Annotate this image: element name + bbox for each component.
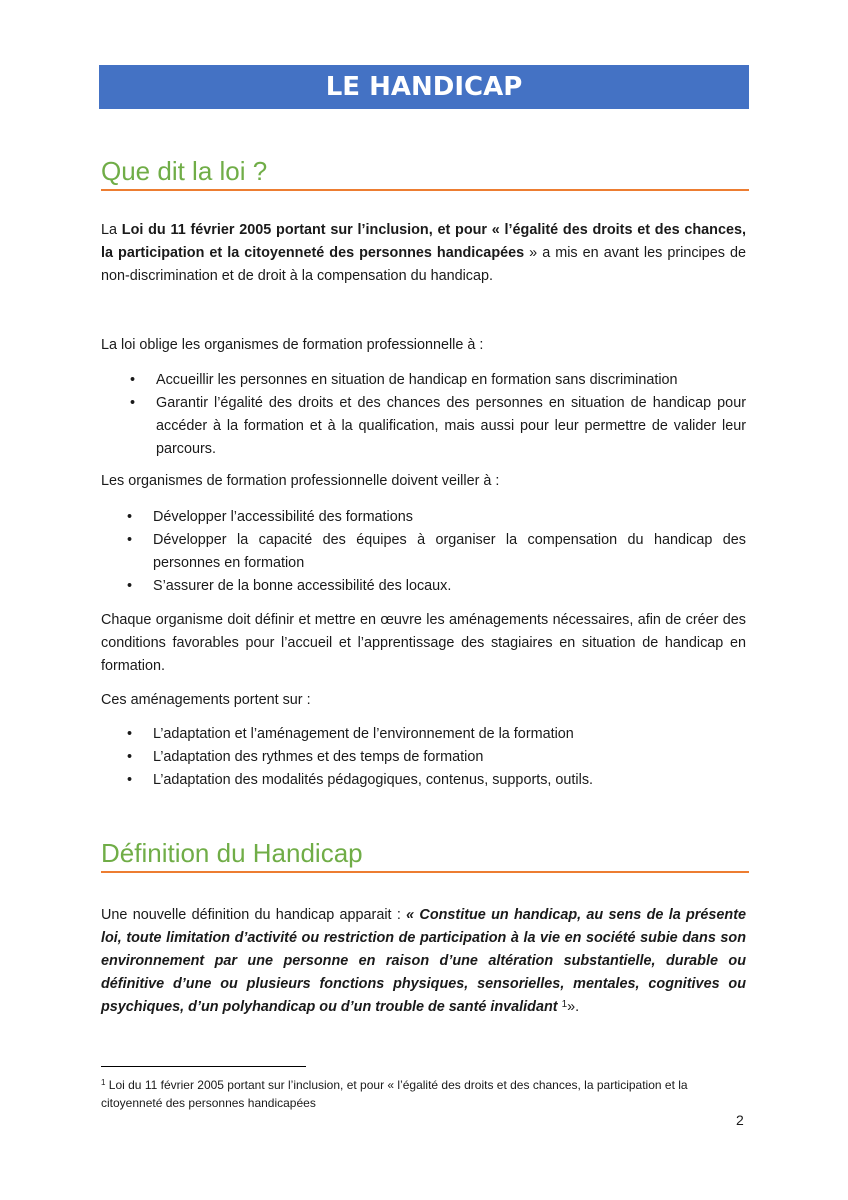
bullet-icon: • [127,509,133,525]
list-item [101,723,746,746]
list-item [101,746,746,769]
law-title: Loi du 11 février 2005 portant sur l’inclusion, et pour « l’égalité des droits et des chances, la participation et la citoyenneté des personnes handicapées [101,222,746,261]
footnote-separator [101,1066,306,1067]
bullet-icon: • [127,578,133,594]
list-item-text: L’adaptation des modalités pédagogiques, contenus, supports, outils. [153,772,594,788]
definition-quote: « Constitue un handicap, au sens de la présente loi, toute limitation d’activité ou restriction de participation à la vie en société subie dans son environnement par une personne en raison d’une altération substantielle, durable ou définitive d’une ou plusieurs fonctions physiques, sensorielles, mentales, cognitives ou psychiques, d’un polyhandicap ou d’un trouble de santé invalidant [101,907,746,1015]
bullet-icon: • [130,395,136,411]
list-item-text: Développer l’accessibilité des formations [153,509,413,525]
intro-paragraph [101,219,746,288]
intro-post: » a mis en avant les principes de non-discrimination et de droit à la compensation du handicap. [101,245,746,284]
obligation-intro: La loi oblige les organismes de formation professionnelle à : [101,337,484,353]
chaque-paragraph: Chaque organisme doit définir et mettre en œuvre les aménagements nécessaires, afin de créer des conditions favorables pour l’accueil et l’apprentissage des stagiaires en situation de handicap en formation. [101,612,746,674]
title-banner [99,65,749,109]
list-item [101,369,746,392]
list-item-text: Développer la capacité des équipes à organiser la compensation du handicap des personnes en formation [153,532,746,571]
definition-lead: Une nouvelle définition du handicap apparait : [101,907,407,923]
footnote-text: Loi du 11 février 2005 portant sur l’inclusion, et pour « l’égalité des droits et des chances, la participation et la citoyenneté des personnes handicapées [101,1078,688,1110]
page-title: LE HANDICAP [325,72,523,102]
list-item [101,392,746,461]
bullet-icon: • [127,726,133,742]
bullet-icon: • [127,772,133,788]
list-item [101,575,746,598]
bullet-icon: • [127,749,133,765]
page-number: 2 [736,1112,744,1128]
definition-paragraph [101,904,746,1019]
footnote [101,1076,749,1112]
section-heading-loi: Que dit la loi ? [101,155,749,191]
list-item-text: Garantir l’égalité des droits et des chances des personnes en situation de handicap pour accéder à la formation et à la qualification, mais aussi pour leur permettre de valider leur parcours. [156,395,746,457]
veiller-intro: Les organismes de formation professionnelle doivent veiller à : [101,473,500,489]
list-item-text: L’adaptation des rythmes et des temps de formation [153,749,484,765]
list-item-text: L’adaptation et l’aménagement de l’environnement de la formation [153,726,574,742]
amenagements-intro: Ces aménagements portent sur : [101,692,311,708]
intro-pre: La [101,222,122,238]
footnote-number: 1 [101,1078,106,1087]
list-item-text: S’assurer de la bonne accessibilité des locaux. [153,578,452,594]
obligation-list [101,369,746,461]
list-item [101,506,746,529]
bullet-icon: • [127,532,133,548]
veiller-list [101,506,746,598]
definition-end: ». [567,999,580,1015]
bullet-icon: • [130,372,136,388]
list-item [101,529,746,575]
list-item-text: Accueillir les personnes en situation de handicap en formation sans discrimination [156,372,678,388]
section-heading-definition: Définition du Handicap [101,837,749,873]
footnote-ref[interactable]: 1 [561,999,568,1010]
amenagements-list [101,723,746,792]
list-item [101,769,746,792]
